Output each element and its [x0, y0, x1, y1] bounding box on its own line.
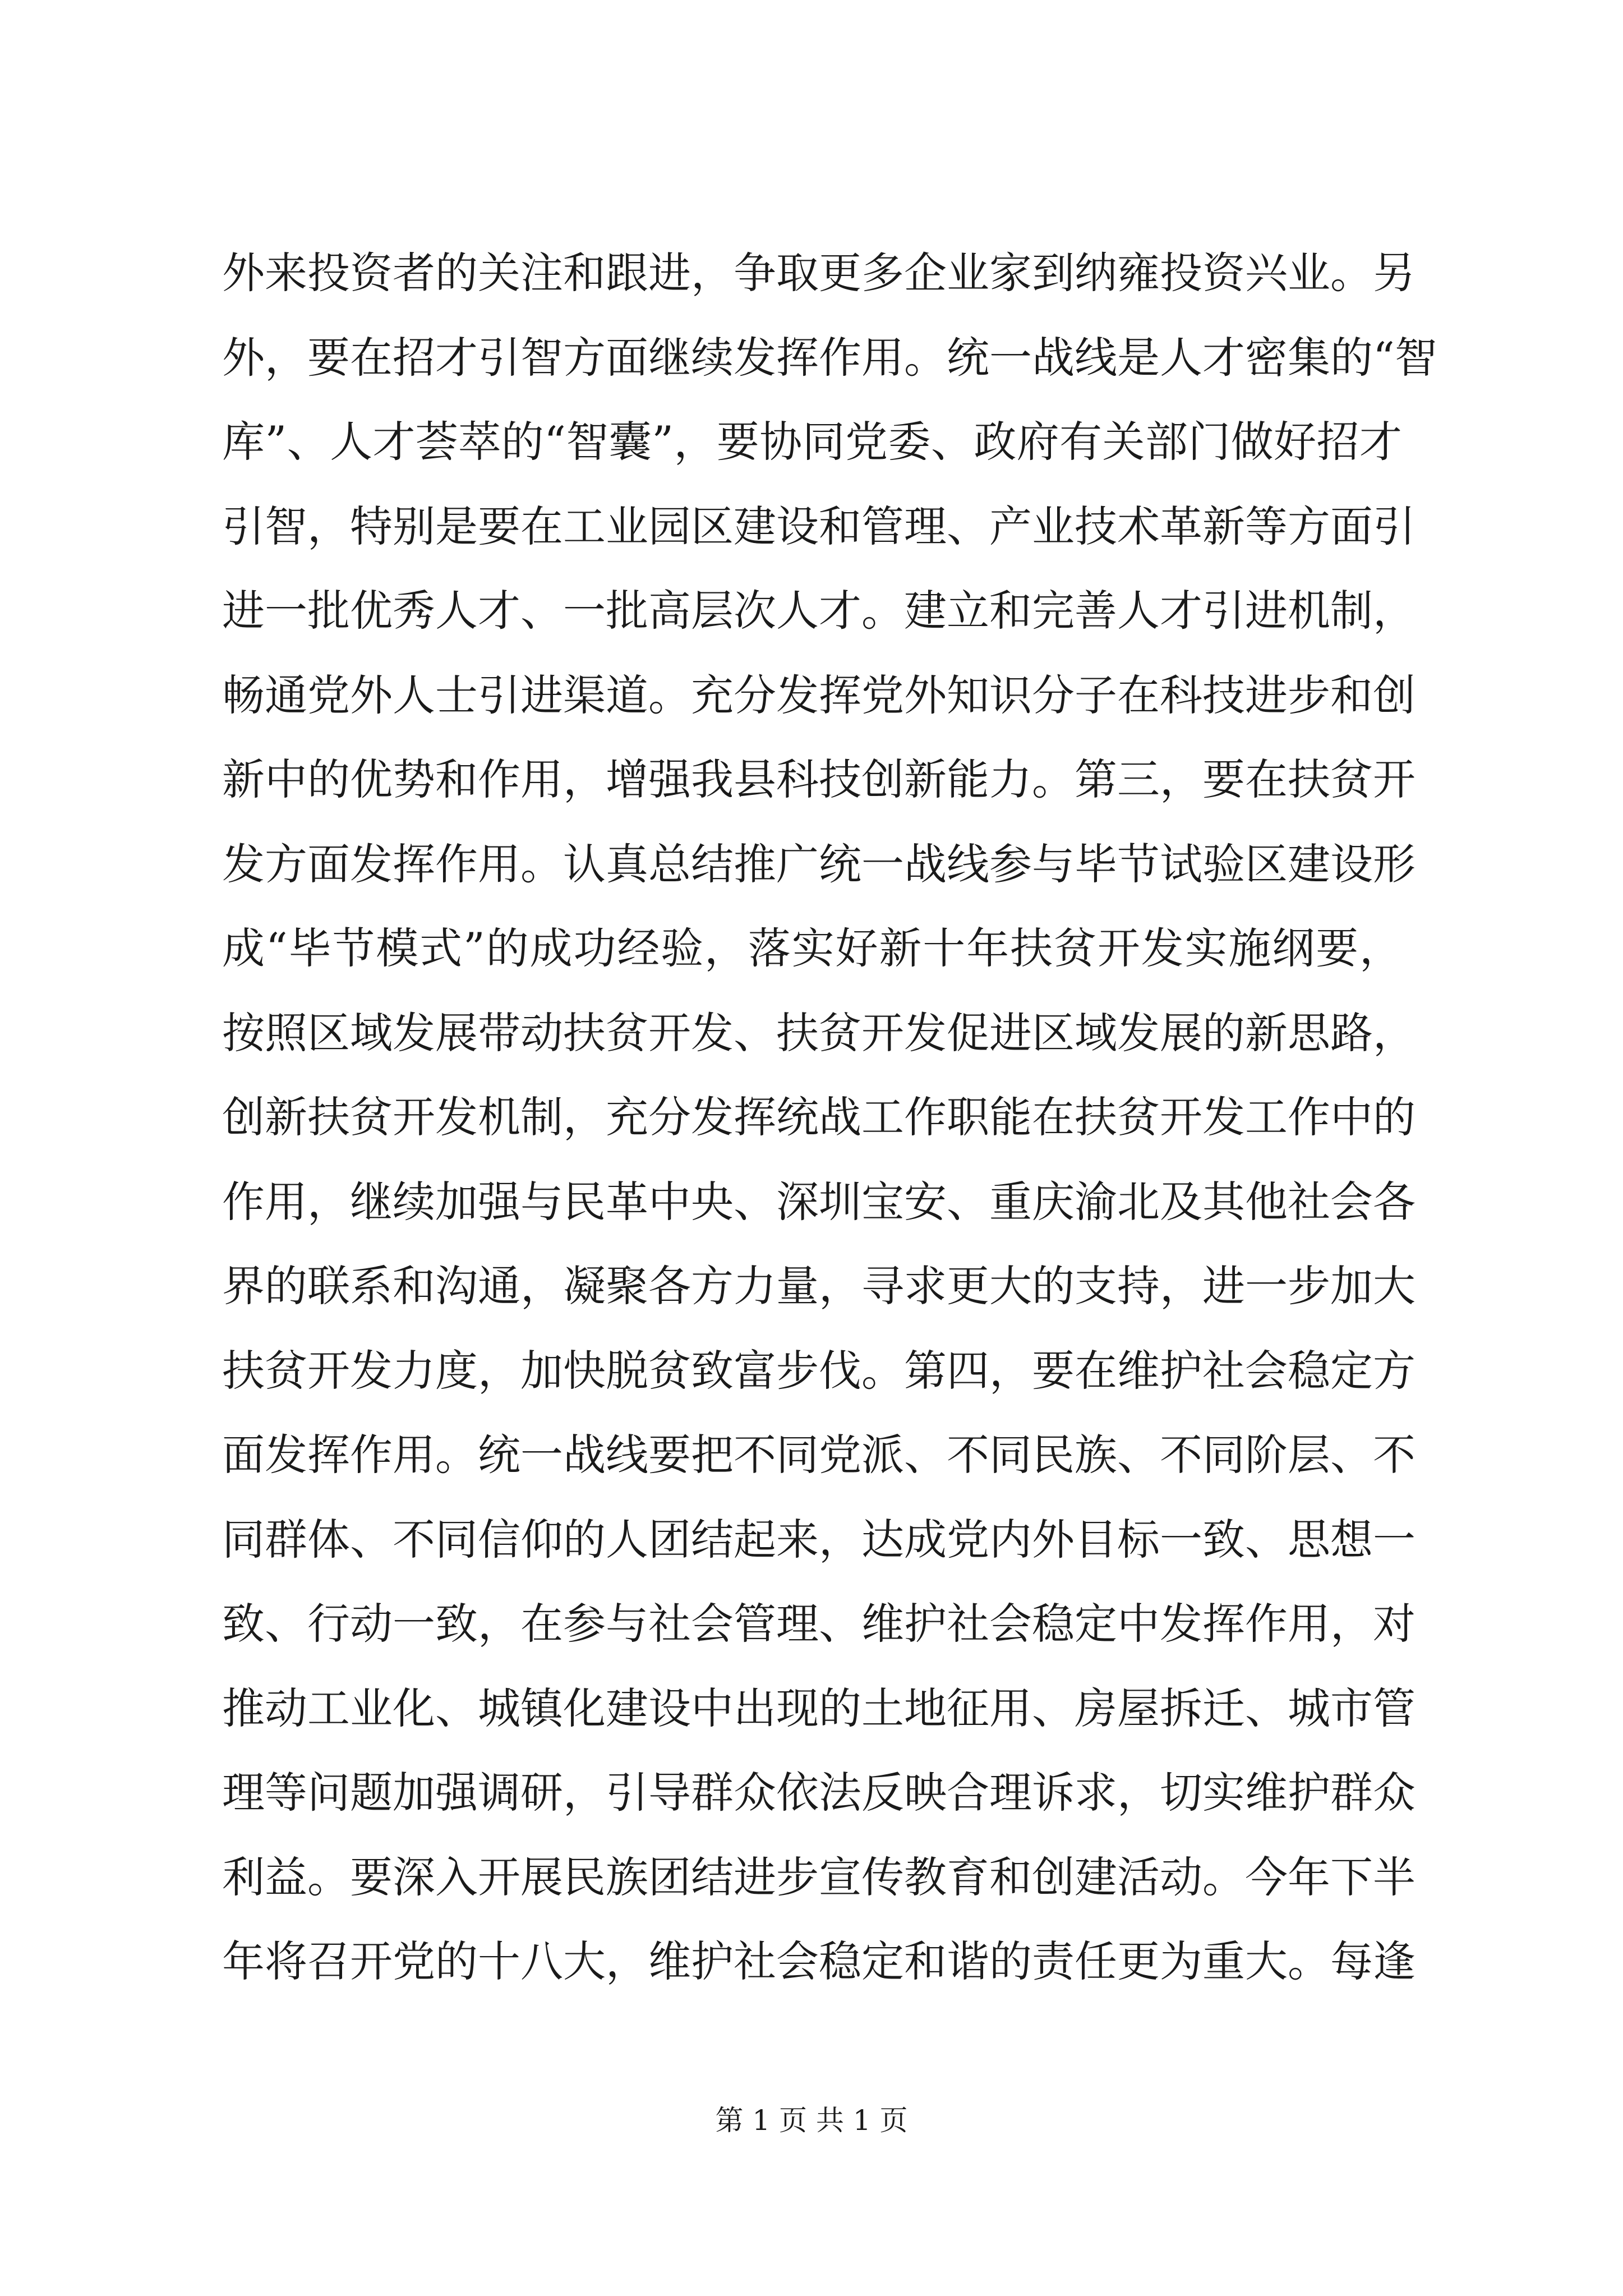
- text-line: 界的联系和沟通，凝聚各方力量，寻求更大的支持，进一步加大: [222, 1261, 1415, 1311]
- text-line: 面发挥作用。统一战线要把不同党派、不同民族、不同阶层、不: [222, 1430, 1415, 1480]
- text-line: 同群体、不同信仰的人团结起来，达成党内外目标一致、思想一: [222, 1514, 1415, 1565]
- page-number-footer: 第 1 页 共 1 页: [715, 2104, 908, 2137]
- text-line: 库”、人才荟萃的“智囊”，要协同党委、政府有关部门做好招才: [222, 417, 1402, 467]
- text-line: 引智，特别是要在工业园区建设和管理、产业技术革新等方面引: [222, 501, 1415, 551]
- text-line: 外，要在招才引智方面继续发挥作用。统一战线是人才密集的“智: [222, 332, 1437, 383]
- text-line: 按照区域发展带动扶贫开发、扶贫开发促进区域发展的新思路，: [222, 1007, 1415, 1058]
- text-line: 作用，继续加强与民革中央、深圳宝安、重庆渝北及其他社会各: [222, 1176, 1415, 1227]
- text-line: 利益。要深入开展民族团结进步宣传教育和创建活动。今年下半: [222, 1852, 1415, 1902]
- text-line: 理等问题加强调研，引导群众依法反映合理诉求，切实维护群众: [222, 1768, 1415, 1818]
- text-line: 新中的优势和作用，增强我县科技创新能力。第三，要在扶贫开: [222, 754, 1415, 804]
- text-line: 畅通党外人士引进渠道。充分发挥党外知识分子在科技进步和创: [222, 670, 1415, 720]
- text-line: 推动工业化、城镇化建设中出现的土地征用、房屋拆迁、城市管: [222, 1683, 1415, 1733]
- body-paragraph: [222, 231, 1437, 2004]
- text-line: 进一批优秀人才、一批高层次人才。建立和完善人才引进机制，: [222, 586, 1415, 636]
- text-line: 外来投资者的关注和跟进，争取更多企业家到纳雍投资兴业。另: [222, 248, 1415, 298]
- text-line: 发方面发挥作用。认真总结推广统一战线参与毕节试验区建设形: [222, 839, 1415, 889]
- text-line: 成“毕节模式”的成功经验，落实好新十年扶贫开发实施纲要，: [222, 923, 1402, 973]
- text-line: 致、行动一致，在参与社会管理、维护社会稳定中发挥作用，对: [222, 1599, 1415, 1649]
- text-line: 扶贫开发力度，加快脱贫致富步伐。第四，要在维护社会稳定方: [222, 1345, 1415, 1396]
- text-line: 年将召开党的十八大，维护社会稳定和谐的责任更为重大。每逢: [222, 1936, 1415, 1986]
- text-line: 创新扶贫开发机制，充分发挥统战工作职能在扶贫开发工作中的: [222, 1092, 1415, 1142]
